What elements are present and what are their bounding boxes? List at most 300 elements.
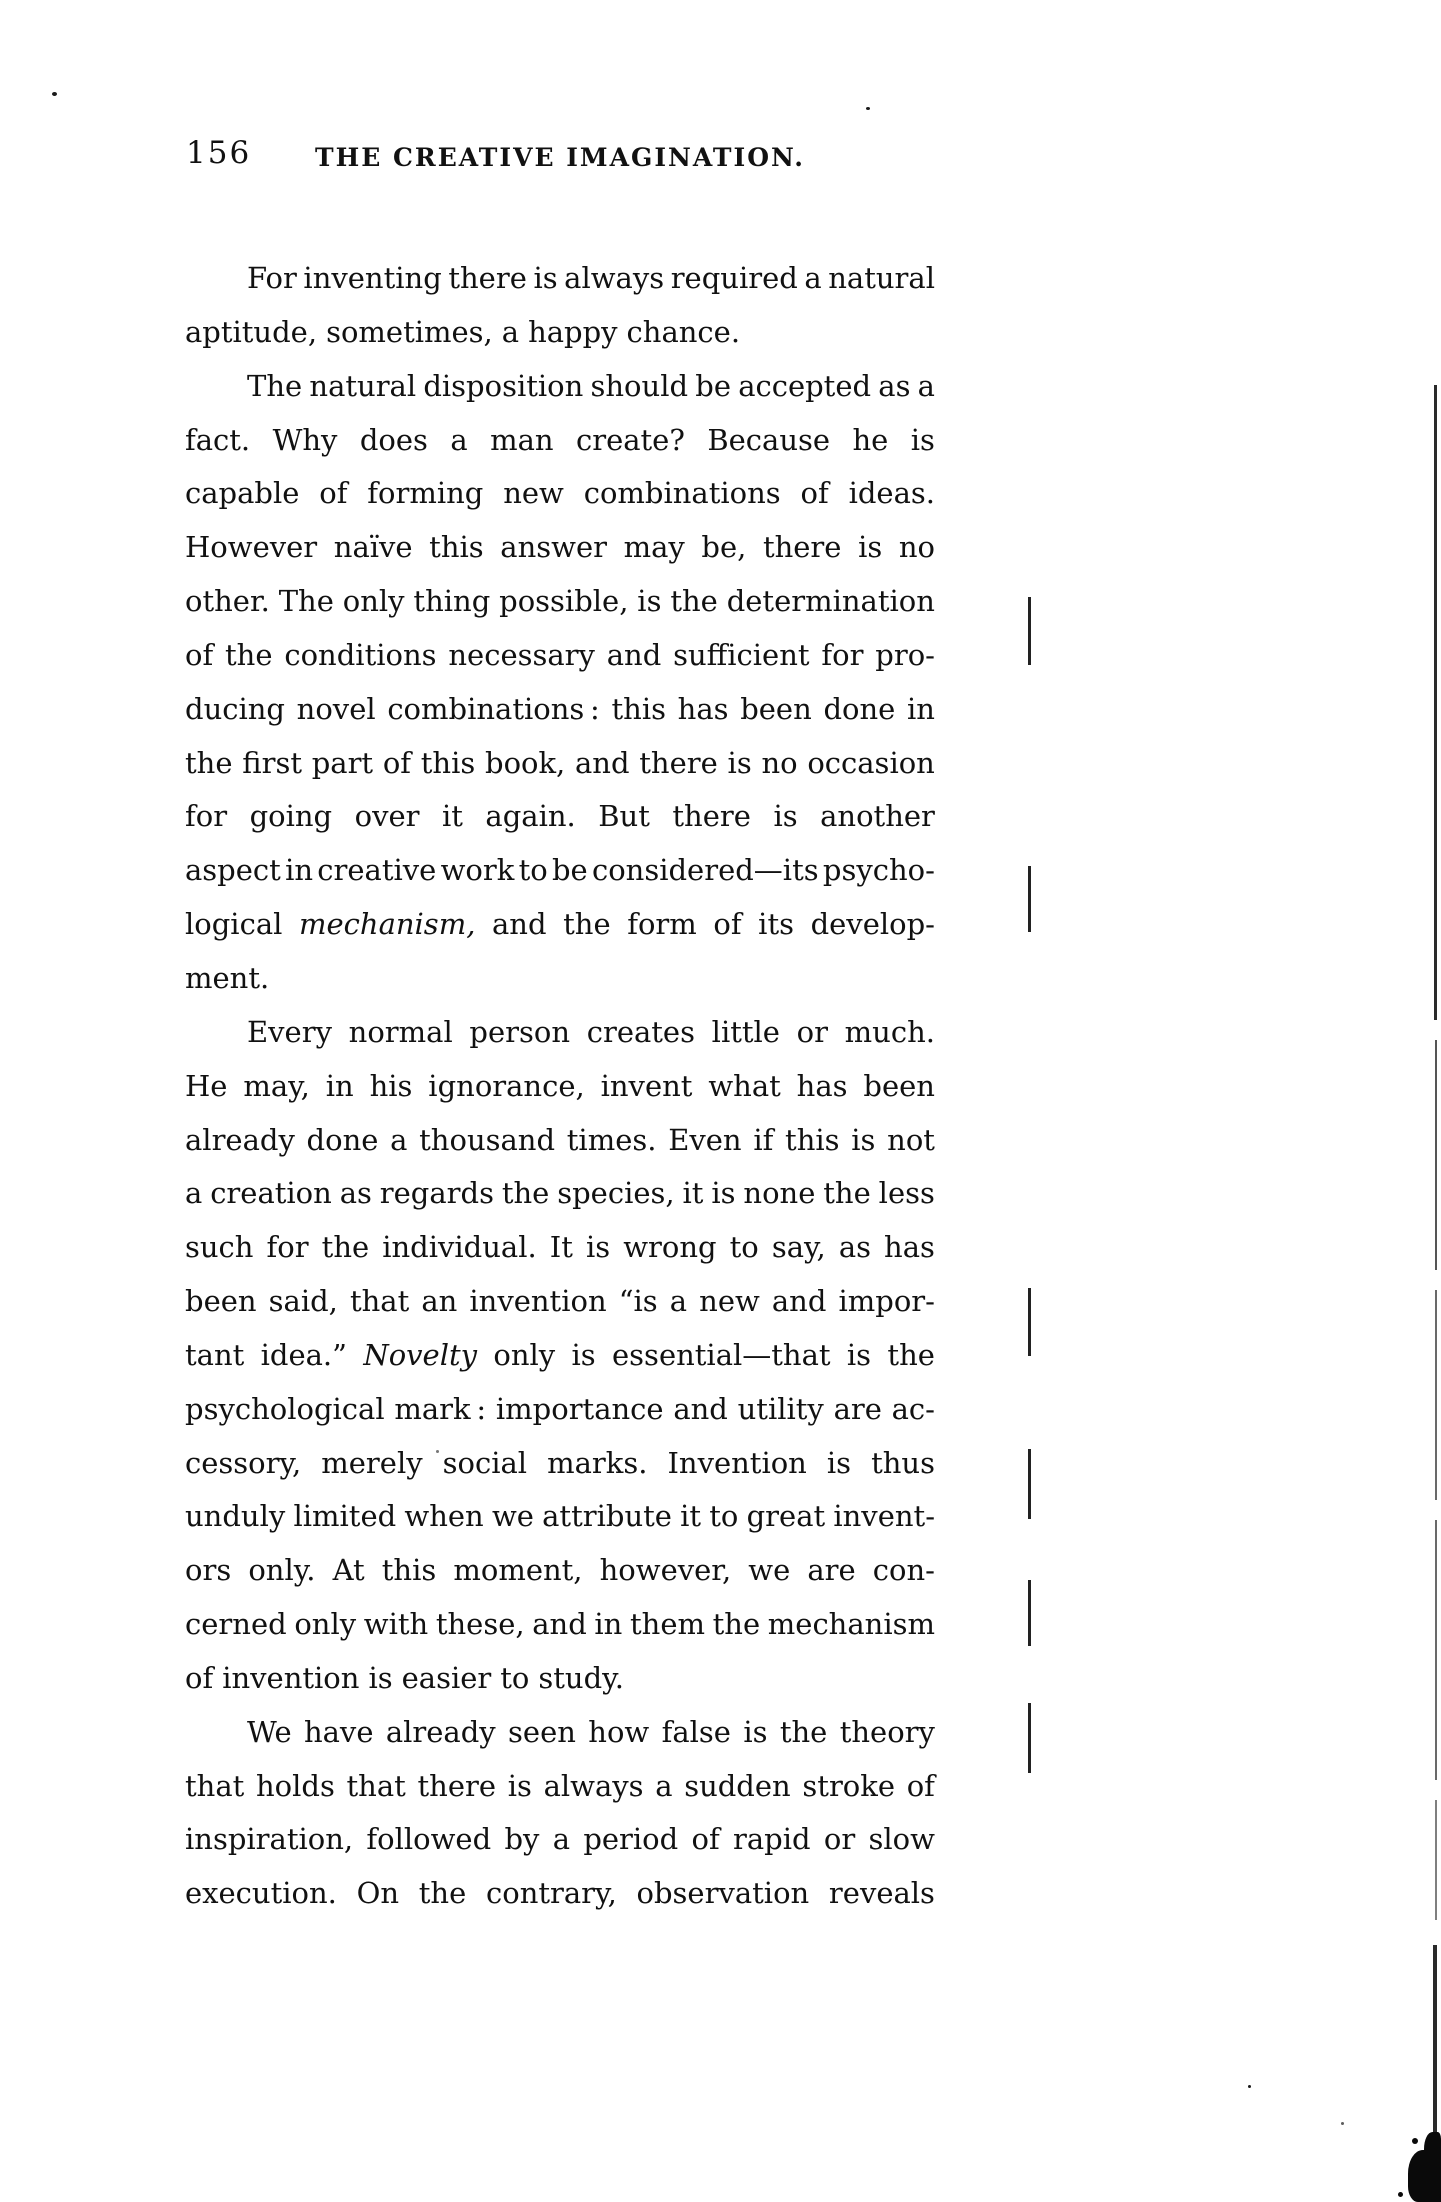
page-edge-line [1434, 385, 1437, 1020]
text-line [185, 1383, 935, 1437]
word: new [503, 476, 564, 511]
word: fact. [185, 422, 251, 457]
word: however, [599, 1553, 732, 1588]
word: develop- [810, 907, 935, 942]
word: we [748, 1553, 791, 1588]
word: only [342, 584, 405, 619]
text-line [185, 252, 935, 306]
word: been [740, 691, 812, 726]
word: naïve [333, 530, 413, 565]
text-line [185, 1813, 935, 1867]
word: disposition [423, 368, 584, 403]
text-line [185, 306, 935, 360]
word: no [761, 745, 798, 780]
word: only [493, 1337, 556, 1372]
word: essential—that [612, 1337, 831, 1372]
word: idea.” [260, 1337, 347, 1372]
word: these, [435, 1607, 525, 1642]
word: in [907, 691, 935, 726]
word: been [185, 1284, 257, 1319]
text-line [185, 1706, 935, 1760]
word: social [442, 1445, 528, 1480]
word: he [852, 422, 889, 457]
word: followed [366, 1822, 492, 1857]
text-line [185, 683, 935, 737]
word: with [363, 1607, 429, 1642]
word: is [368, 1660, 393, 1695]
word: creative [317, 853, 437, 888]
word: ideas. [848, 476, 935, 511]
word: has [677, 691, 729, 726]
word: natural [828, 261, 935, 295]
word: and [606, 637, 662, 672]
word: “is [618, 1284, 658, 1319]
text-line [185, 737, 935, 791]
word: individual. [382, 1230, 537, 1265]
scan-mark [1028, 597, 1031, 665]
word: to [500, 1660, 530, 1695]
word: the [779, 1714, 828, 1749]
word: going [249, 799, 333, 834]
word: is [910, 422, 935, 457]
word: It [549, 1230, 573, 1265]
word: mechanism, [298, 907, 476, 942]
word: necessary [448, 637, 595, 672]
word: required [670, 261, 798, 295]
word: At [332, 1553, 365, 1588]
word: contrary, [486, 1876, 617, 1911]
word: unduly [185, 1499, 286, 1534]
word: may, [243, 1068, 310, 1103]
word: as [838, 1230, 871, 1265]
word: form [627, 907, 697, 942]
word: of [691, 1822, 720, 1857]
word: in [285, 853, 314, 888]
scan-mark [1028, 866, 1031, 932]
word: for [185, 799, 228, 834]
word: person [469, 1014, 571, 1049]
word: create? [575, 422, 685, 457]
word: what [708, 1068, 781, 1103]
word: man [490, 422, 554, 457]
word: the [501, 1176, 550, 1211]
word: execution. [185, 1876, 337, 1911]
word: invention [222, 1660, 360, 1695]
word: We [247, 1714, 292, 1749]
page-number: 156 [186, 135, 252, 171]
word: seen [508, 1714, 576, 1749]
word: conditions [284, 637, 437, 672]
word: this [429, 530, 484, 565]
word: to [729, 1230, 759, 1265]
word: the [563, 907, 611, 942]
word: the [887, 1337, 935, 1372]
word: the [418, 1876, 467, 1911]
word: always [543, 1768, 644, 1803]
scan-speck [52, 92, 57, 96]
word: have [303, 1714, 374, 1749]
word: is [858, 530, 883, 565]
word: However [185, 530, 318, 565]
ink-blot [1398, 2192, 1403, 2197]
text-line [185, 521, 935, 575]
word: merely [321, 1445, 423, 1480]
word: as [339, 1176, 372, 1211]
word: another [820, 799, 935, 834]
word: is [711, 1176, 736, 1211]
word: if [753, 1122, 774, 1157]
word: this [611, 691, 666, 726]
scan-mark [1028, 1288, 1031, 1356]
word: invention [469, 1284, 607, 1319]
word: this [381, 1553, 437, 1588]
word: its [758, 907, 794, 942]
word: it [682, 1176, 704, 1211]
word: cerned [185, 1607, 287, 1642]
word: first [242, 745, 302, 780]
text-line [185, 1275, 935, 1329]
word: new [699, 1284, 760, 1319]
text-line [185, 1167, 935, 1221]
word: On [356, 1876, 400, 1911]
word: cessory, [185, 1445, 302, 1480]
word: Even [668, 1122, 742, 1157]
word: reveals [828, 1876, 935, 1911]
word: considered—its [591, 853, 819, 888]
scan-mark [1028, 1703, 1031, 1773]
running-title: THE CREATIVE IMAGINATION. [315, 143, 805, 172]
word: answer [500, 530, 607, 565]
word: is [585, 1230, 611, 1265]
word: natural [309, 368, 417, 403]
word: of [382, 745, 412, 780]
word: capable [185, 476, 300, 511]
word: mechanism [767, 1607, 935, 1642]
word: again. [485, 799, 576, 834]
word: or [796, 1014, 828, 1049]
word: this [785, 1122, 840, 1157]
word: of [713, 907, 742, 942]
word: The [278, 584, 334, 619]
word: combinations : [387, 691, 600, 726]
word: utility [737, 1391, 824, 1426]
word: easier [401, 1660, 492, 1695]
word: a [501, 314, 520, 349]
word: limited [293, 1499, 397, 1534]
word: mark : [394, 1391, 487, 1426]
word: is [773, 799, 798, 834]
word: sufficient [673, 637, 810, 672]
word: that [185, 1768, 245, 1803]
word: Because [707, 422, 831, 457]
word: determination [726, 584, 935, 619]
word: The [247, 368, 303, 403]
word: holds [255, 1768, 335, 1803]
word: only. [248, 1553, 316, 1588]
word: as [878, 368, 911, 403]
word: a [917, 368, 935, 403]
word: may [623, 530, 685, 565]
word: for [821, 637, 864, 672]
text-line [185, 952, 935, 1006]
word: there [639, 745, 718, 780]
word: much. [844, 1014, 935, 1049]
word: over [354, 799, 420, 834]
word: a [552, 1822, 571, 1857]
ink-blot [1424, 2132, 1441, 2166]
word: in [325, 1068, 354, 1103]
word: work [440, 853, 515, 888]
word: con- [872, 1553, 935, 1588]
word: that [346, 1768, 406, 1803]
word: be [695, 368, 731, 403]
word: But [598, 799, 650, 834]
word: little [711, 1014, 780, 1049]
word: such [185, 1230, 254, 1265]
word: should [590, 368, 689, 403]
text-line [185, 1867, 935, 1921]
word: occasion [807, 745, 935, 780]
word: always [564, 261, 665, 295]
word: a [669, 1284, 688, 1319]
word: sudden [684, 1768, 791, 1803]
text-line [185, 1437, 935, 1491]
word: it [680, 1499, 702, 1534]
word: none [743, 1176, 816, 1211]
word: a [450, 422, 468, 457]
word: species, [557, 1176, 675, 1211]
text-line [185, 629, 935, 683]
word: there [762, 530, 842, 565]
scan-speck [866, 107, 870, 110]
word: ment. [185, 960, 270, 995]
word: is [727, 745, 752, 780]
word: less [878, 1176, 935, 1211]
word: accepted [738, 368, 872, 403]
word: aspect [185, 853, 281, 888]
word: importance [495, 1391, 664, 1426]
text-line [185, 1544, 935, 1598]
word: is [846, 1337, 872, 1372]
word: inventing [303, 261, 442, 295]
word: forming [367, 476, 484, 511]
word: invent [600, 1068, 693, 1103]
word: only [294, 1607, 357, 1642]
word: is [507, 1768, 532, 1803]
word: of [800, 476, 829, 511]
word: already [185, 1122, 295, 1157]
text-line [185, 1221, 935, 1275]
word: that [349, 1284, 410, 1319]
word: other. [185, 584, 270, 619]
word: the [321, 1230, 370, 1265]
word: great [746, 1499, 826, 1534]
word: are [833, 1391, 882, 1426]
word: chance. [626, 314, 741, 349]
word: a [185, 1176, 203, 1211]
word: of [906, 1768, 935, 1803]
text-column [185, 252, 935, 1921]
word: is [851, 1122, 876, 1157]
page-edge-line [1435, 1040, 1437, 1270]
word: said, [268, 1284, 338, 1319]
word: does [359, 422, 428, 457]
word: already [385, 1714, 496, 1749]
text-line [185, 467, 935, 521]
text-line [185, 1114, 935, 1168]
text-line [185, 844, 935, 898]
word: For [247, 261, 297, 295]
page-edge-line [1435, 1800, 1437, 1920]
word: when [404, 1499, 484, 1534]
word: are [807, 1553, 856, 1588]
word: theory [839, 1714, 935, 1749]
word: the [670, 584, 718, 619]
word: period [583, 1822, 679, 1857]
word: moment, [453, 1553, 583, 1588]
word: inspiration, [185, 1822, 354, 1857]
text-line [185, 1329, 935, 1383]
word: normal [348, 1014, 453, 1049]
word: rapid [733, 1822, 811, 1857]
word: an [421, 1284, 458, 1319]
page-edge-line [1433, 1945, 1437, 2145]
word: regards [379, 1176, 494, 1211]
word: He [185, 1068, 228, 1103]
word: be [551, 853, 588, 888]
word: stroke [802, 1768, 895, 1803]
word: we [491, 1499, 534, 1534]
word: how [588, 1714, 650, 1749]
text-line [185, 1652, 935, 1706]
word: Why [272, 422, 338, 457]
word: impor- [838, 1284, 935, 1319]
word: a [390, 1122, 408, 1157]
scan-mark [1028, 1449, 1031, 1519]
word: ignorance, [428, 1068, 585, 1103]
word: been [863, 1068, 935, 1103]
word: for [266, 1230, 309, 1265]
word: done [823, 691, 896, 726]
text-line [185, 898, 935, 952]
word: and [673, 1391, 728, 1426]
scan-mark [1028, 1580, 1031, 1646]
word: the [225, 637, 273, 672]
word: say, [771, 1230, 826, 1265]
word: done [306, 1122, 379, 1157]
text-line [185, 1490, 935, 1544]
word: logical [185, 907, 283, 942]
word: has [884, 1230, 935, 1265]
word: is [533, 261, 558, 295]
word: is [743, 1714, 768, 1749]
word: novel [296, 691, 376, 726]
word: attribute [542, 1499, 672, 1534]
text-line [185, 790, 935, 844]
word: is [826, 1445, 852, 1480]
word: Every [247, 1014, 332, 1049]
word: not [887, 1122, 935, 1157]
word: them [630, 1607, 705, 1642]
text-line [185, 414, 935, 468]
word: to [518, 853, 548, 888]
word: the [185, 745, 233, 780]
text-line [185, 1760, 935, 1814]
ink-blot [1412, 2138, 1418, 2144]
text-line [185, 575, 935, 629]
word: of [319, 476, 348, 511]
word: there [448, 261, 527, 295]
word: part [311, 745, 374, 780]
word: combinations [583, 476, 781, 511]
word: creates [586, 1014, 695, 1049]
word: is [637, 584, 662, 619]
word: thousand [419, 1122, 556, 1157]
page-edge-line [1435, 1290, 1437, 1500]
word: there [672, 799, 751, 834]
word: observation [636, 1876, 810, 1911]
word: psycho- [822, 853, 935, 888]
word: there [417, 1768, 497, 1803]
word: ducing [185, 691, 285, 726]
word: the [712, 1607, 761, 1642]
scan-speck [1248, 2085, 1251, 2088]
word: by [504, 1822, 540, 1857]
word: and [492, 907, 547, 942]
word: Invention [667, 1445, 807, 1480]
word: this [420, 745, 476, 780]
word: wrong [623, 1230, 717, 1265]
word: or [823, 1822, 856, 1857]
word: of [185, 1660, 214, 1695]
word: invent- [833, 1499, 935, 1534]
word: and [771, 1284, 827, 1319]
word: his [369, 1068, 413, 1103]
word: is [571, 1337, 596, 1372]
word: in [594, 1607, 623, 1642]
text-line [185, 1006, 935, 1060]
word: it [441, 799, 463, 834]
word: and [532, 1607, 587, 1642]
word: to [709, 1499, 739, 1534]
word: tant [185, 1337, 245, 1372]
text-line [185, 1060, 935, 1114]
word: the [823, 1176, 871, 1211]
word: false [661, 1714, 731, 1749]
text-line [185, 360, 935, 414]
scan-speck [1341, 2122, 1344, 2125]
text-line [185, 1598, 935, 1652]
word: ors [185, 1553, 232, 1588]
word: a [804, 261, 822, 295]
word: times. [566, 1122, 657, 1157]
word: thus [871, 1445, 935, 1480]
word: slow [868, 1822, 935, 1857]
word: a [655, 1768, 673, 1803]
word: and [575, 745, 630, 780]
word: of [185, 637, 214, 672]
word: marks. [547, 1445, 648, 1480]
word: psychological [185, 1391, 385, 1426]
word: thing [413, 584, 491, 619]
word: Novelty [363, 1337, 478, 1372]
word: study. [538, 1660, 624, 1695]
page-edge-line [1435, 1520, 1437, 1780]
word: possible, [499, 584, 629, 619]
word: ac- [891, 1391, 935, 1426]
word: be, [701, 530, 747, 565]
word: pro- [875, 637, 935, 672]
